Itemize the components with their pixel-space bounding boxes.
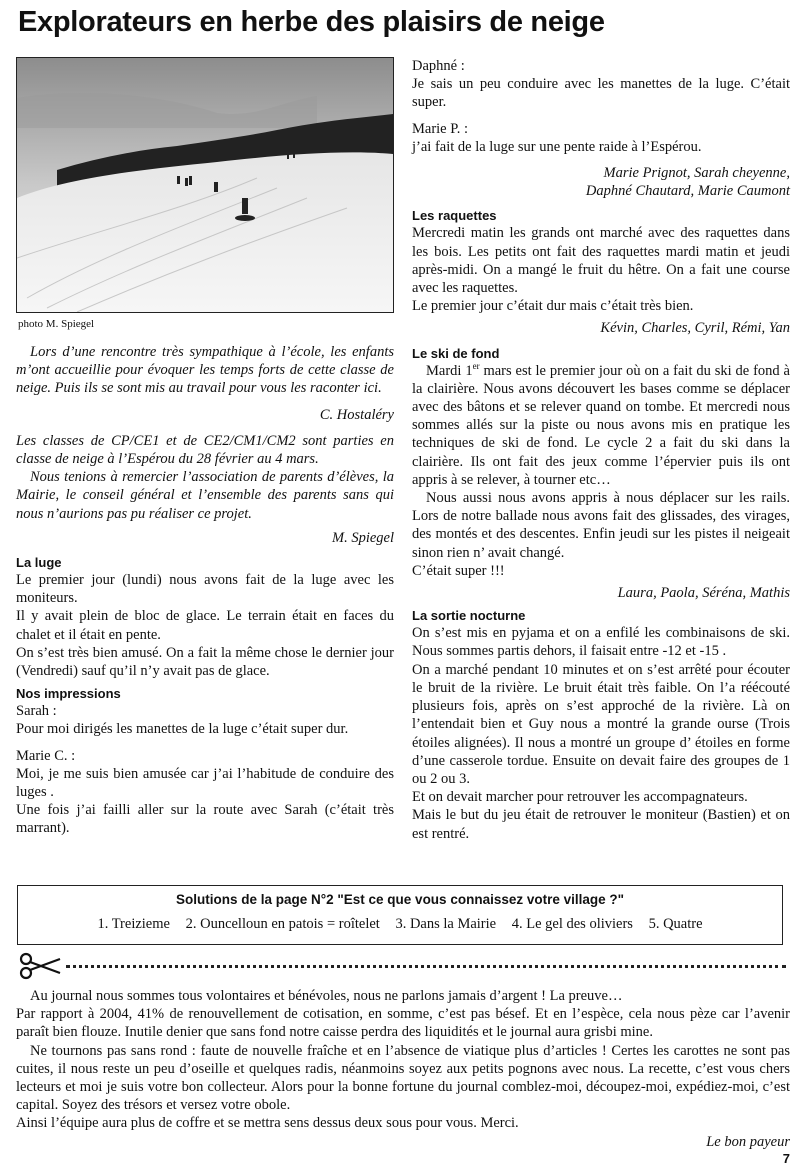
speaker-name: Sarah : [16, 703, 57, 720]
left-column [16, 57, 394, 838]
right-column [412, 57, 790, 843]
appeal-signature: Le bon payeur [706, 1133, 790, 1150]
raquettes-paragraph: Mercredi matin les grands ont marché avec des raquettes dans les bois. Les petits ont fait des raquettes mardi matin et jeudi après-midi. On a mangé le fruit du hêtre. On a fait une course avec les raquettes. [412, 225, 790, 297]
classes-text-2: Nous tenions à remercier l’association de parents d’élèves, la Mairie, le conseil général et l’ensemble des parents sans qui nous n’aurions pas pu réaliser ce projet. [16, 469, 394, 522]
speaker-text: Moi, je me suis bien amusée car j’ai l’habitude de conduire des luges . [16, 765, 394, 801]
page-title: Explorateurs en herbe des plaisirs de neige [18, 6, 605, 38]
solution-item: 1. Treizieme [97, 916, 170, 932]
classes-text-1: Les classes de CP/CE1 et de CE2/CM1/CM2 sont parties en classe de neige à l’Espérou du 28 février au 4 mars. [16, 432, 394, 468]
solution-item: 4. Le gel des oliviers [511, 916, 633, 932]
nocturne-paragraph: On a marché pendant 10 minutes et on s’est arrêté pour écouter le bruit de la rivière. Le bruit était très faible. On l’a réécouté plusieurs fois, après on s’est approché de la rivière. Là on l’entendait bien et Guy nous a montré la grande ourse (Trois étoiles alignées). Il nous a montré un groupe d’ étoiles en forme d’une casserole tordue. Ensuite on devait faire des groupes de 1 ou 2 ou 3. [412, 661, 790, 787]
luge-heading: La luge [16, 555, 62, 571]
solution-item: 2. Ouncelloun en patois = roîtelet [185, 916, 380, 932]
ski-text: mars est le premier jour où on a fait du ski de fond à la clairière. Nous avons découvert les bases comme se déplacer avec des bâtons et se relever quand on tombe. Et mercredi nous sommes allés sur la piste ou nous avons mis en pratique les techniques de ski de fond. Le cycle 2 a fait du ski dans la clairière. Ils ont fait des jeux comme l’épervier puis ils ont appris à se relever, à tourner etc… [412, 362, 790, 488]
ski-paragraph [412, 362, 790, 489]
intro-text: Lors d’une rencontre très sympathique à l’école, les enfants m’ont accueillie pour évoquer les temps forts de cette classe de neige. Puis ils se sont mis au travail pour vous les raconter ici. [16, 344, 394, 397]
solution-item: 3. Dans la Mairie [395, 916, 497, 932]
speaker-text: Je sais un peu conduire avec les manettes de la luge. C’était super. [412, 76, 790, 111]
ski-heading: Le ski de fond [412, 345, 500, 361]
nocturne-heading: La sortie nocturne [412, 608, 526, 624]
ski-signature: Laura, Paola, Séréna, Mathis [617, 585, 790, 602]
ski-paragraph: Nous aussi nous avons appris à nous déplacer sur les rails. Lors de notre ballade nous avons fait des glissades, des virages, des montés et des descentes. Enfin jeudi sur les pistes il neigeait sinon rien n’ avait changé. [412, 490, 790, 561]
solutions-box [17, 885, 783, 945]
photo-caption: photo M. Spiegel [18, 318, 95, 330]
speaker-name: Marie P. : [412, 120, 468, 137]
page-number: 7 [782, 1151, 790, 1166]
luge-paragraph: Il y avait plein de bloc de glace. Le terrain était en faces du chalet et il était en pente. [16, 608, 394, 643]
impressions-heading: Nos impressions [16, 686, 121, 702]
solutions-list [18, 916, 782, 933]
appeal-paragraph: Ne tournons pas sans rond : faute de nouvelle fraîche et en l’absence de viatique plus d’articles ! Certes les carottes ne sont pas cuites, il nous reste un peu d’oseille et quelques radis, néanmoins soyez aux petits pognons avec nous. La recette, c’est vous chers lecteurs et moi je suis votre bon collecteur. Alors pour la bonne fortune du journal comblez-moi, découpez-moi, expédiez-moi, c’est capital. Soyez des trésors et versez votre obole. [16, 1042, 790, 1114]
raquettes-heading: Les raquettes [412, 208, 497, 224]
speaker-text: Pour moi dirigés les manettes de la luge c’était super dur. [16, 721, 349, 738]
speaker-text: Une fois j’ai failli aller sur la route avec Sarah (c’était très marrant). [16, 802, 394, 837]
intro-signature: C. Hostaléry [319, 406, 394, 423]
speaker-name: Daphné : [412, 58, 465, 74]
nocturne-paragraph: Et on devait marcher pour retrouver les accompagnateurs. [412, 789, 748, 806]
luge-paragraph: Le premier jour (lundi) nous avons fait de la luge avec les moniteurs. [16, 572, 394, 607]
impressions-signature: Marie Prignot, Sarah cheyenne, [603, 165, 790, 182]
raquettes-paragraph: Le premier jour c’était dur mais c’était très bien. [412, 298, 694, 315]
impressions-signature: Daphné Chautard, Marie Caumont [585, 183, 790, 200]
snow-photo [16, 57, 394, 313]
snow-slope-image [17, 58, 393, 312]
appeal-paragraph: Par rapport à 2004, 41% de renouvellement de cotisation, en somme, c’est pas bésef. Et en l’espèce, cela nous pèze car l’avenir paraît bien flouze. Inutile denier que sans fond notre caisse perdra des liquidités et le journal aura grisbi mine. [16, 1006, 790, 1041]
raquettes-signature: Kévin, Charles, Cyril, Rémi, Yan [600, 320, 790, 337]
solution-item: 5. Quatre [648, 916, 703, 932]
scissors-icon [18, 951, 62, 981]
dotted-line [66, 965, 786, 968]
classes-signature: M. Spiegel [331, 529, 394, 546]
appeal-paragraph: Ainsi l’équipe aura plus de coffre et se mettra sens dessus deux sous pour vous. Merci. [16, 1115, 519, 1132]
appeal-section [16, 987, 790, 1151]
speaker-text: j’ai fait de la luge sur une pente raide à l’Espérou. [412, 138, 702, 155]
speaker-name: Marie C. : [16, 747, 76, 764]
ski-superscript: er [472, 360, 480, 371]
appeal-paragraph: Au journal nous sommes tous volontaires et bénévoles, nous ne parlons jamais d’argent ! La preuve… [30, 988, 623, 1004]
ski-text: Mardi 1 [426, 362, 473, 379]
cut-line [16, 951, 786, 981]
solutions-title: Solutions de la page N°2 "Est ce que vous connaissez votre village ?" [175, 892, 625, 907]
ski-paragraph: C’était super !!! [412, 562, 505, 579]
nocturne-paragraph: Mais le but du jeu était de retrouver le moniteur (Bastien) et on est rentré. [412, 807, 790, 842]
luge-paragraph: On s’est très bien amusé. On a fait la même chose le dernier jour (Vendredi) sauf qu’il n’y avait pas de glace. [16, 644, 394, 680]
nocturne-paragraph: On s’est mis en pyjama et on a enfilé les combinaisons de ski. Nous sommes partis dehors, il faisait entre -12 et -15 . [412, 625, 790, 660]
